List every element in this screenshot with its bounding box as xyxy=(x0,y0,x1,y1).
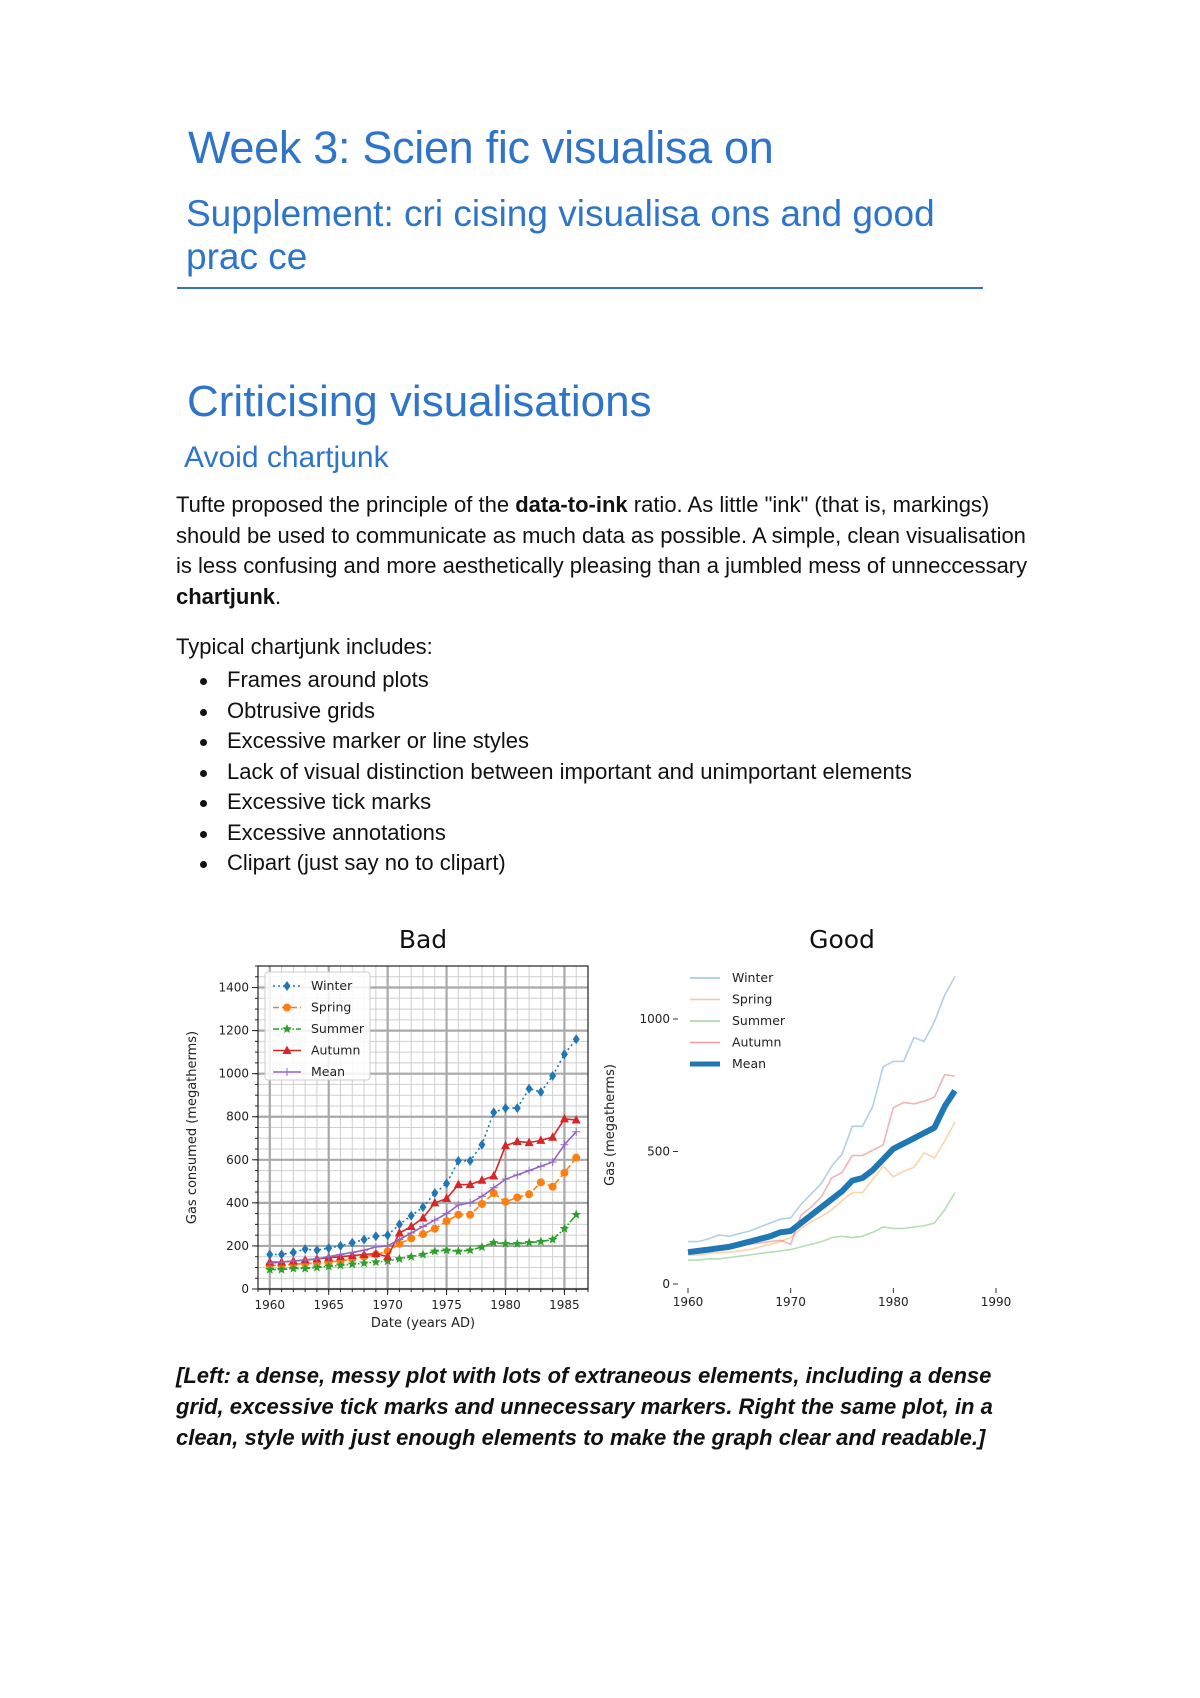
y-tick-label: 0 xyxy=(662,1277,670,1291)
series-line-mean xyxy=(688,1091,955,1253)
subsection-heading: Avoid chartjunk xyxy=(184,441,389,474)
list-item xyxy=(200,818,920,849)
chart-title: Bad xyxy=(398,925,448,954)
x-tick-label: 1980 xyxy=(878,1295,909,1309)
legend-label: Winter xyxy=(732,970,774,985)
x-tick-label: 1980 xyxy=(490,1298,521,1312)
bullet-icon xyxy=(200,831,207,838)
x-tick-label: 1970 xyxy=(372,1298,403,1312)
x-tick-label: 1970 xyxy=(775,1295,806,1309)
bullet-icon xyxy=(200,770,207,777)
bullet-icon xyxy=(200,739,207,746)
y-axis-label: Gas consumed (megatherms) xyxy=(185,1030,200,1225)
data-point-spring xyxy=(560,1169,568,1177)
y-tick-label: 500 xyxy=(647,1144,670,1159)
document-subtitle: Supplement: cri cising visualisa ons and good prac ce xyxy=(186,193,935,277)
list-item-text: Excessive tick marks xyxy=(227,789,432,814)
legend-label: Spring xyxy=(311,999,352,1015)
bullet-icon xyxy=(200,678,207,685)
paragraph-bold-data-to-ink: data-to-ink xyxy=(515,492,628,517)
data-point-spring xyxy=(549,1183,557,1191)
legend-label: Mean xyxy=(311,1064,346,1079)
y-tick-label: 0 xyxy=(241,1282,249,1296)
legend-label: Mean xyxy=(732,1056,767,1071)
list-item-text: Lack of visual distinction between important and unimportant elements xyxy=(227,758,912,784)
figure-caption: [Left: a dense, messy plot with lots of extraneous elements, including a dense grid, excessive tick marks and unnecessary markers. Right the same plot, in a clean, style with just enough elements to make the graph clear and readable.] xyxy=(176,1363,993,1450)
bullet-icon xyxy=(200,861,207,868)
legend-label: Autumn xyxy=(311,1042,361,1058)
y-axis-label: Gas (megatherms) xyxy=(603,1064,618,1186)
legend-label: Summer xyxy=(732,1013,786,1028)
bullet-icon xyxy=(200,800,207,807)
list-item xyxy=(200,848,920,879)
data-point-spring xyxy=(537,1178,545,1186)
data-point-spring xyxy=(431,1225,439,1233)
title-underline xyxy=(177,287,983,289)
legend-label: Winter xyxy=(311,978,353,993)
list-item xyxy=(200,726,920,757)
data-point-spring xyxy=(572,1154,580,1162)
x-tick-label: 1965 xyxy=(313,1298,344,1312)
paragraph-bold-chartjunk: chartjunk xyxy=(176,583,276,609)
data-point-spring xyxy=(525,1190,533,1198)
paragraph-text-1: Tufte proposed the principle of the xyxy=(176,492,516,517)
list-item-text: Obtrusive grids xyxy=(227,697,375,723)
data-point-spring xyxy=(454,1211,462,1219)
x-tick-label: 1975 xyxy=(431,1298,462,1312)
y-tick-label: 1000 xyxy=(218,1066,249,1081)
data-point-spring xyxy=(502,1198,510,1206)
list-item xyxy=(200,787,920,818)
chartjunk-list xyxy=(200,665,920,879)
list-item xyxy=(200,696,920,727)
body-paragraph xyxy=(176,490,1036,612)
x-tick-label: 1985 xyxy=(549,1298,580,1312)
bullet-icon xyxy=(200,709,207,716)
y-tick-label: 200 xyxy=(226,1238,249,1253)
y-tick-label: 600 xyxy=(226,1152,249,1167)
y-tick-label: 400 xyxy=(226,1195,249,1210)
paragraph-text-2: ratio. As little "ink" (that is, markings) should be used to communicate as much data as possible. A simple, clean visualisation is less confusing and more aesthetically pleasing than a jumbled mess of unneccessary xyxy=(176,492,1028,578)
paragraph-text-3: . xyxy=(275,583,282,609)
x-tick-label: 1960 xyxy=(254,1298,286,1312)
list-item-text: Frames around plots xyxy=(227,667,429,692)
data-point-spring xyxy=(513,1193,521,1201)
data-point-spring xyxy=(419,1230,427,1238)
legend-marker-icon xyxy=(283,1004,291,1012)
list-item-text: Excessive marker or line styles xyxy=(227,728,529,753)
list-item-text: Excessive annotations xyxy=(227,819,446,845)
legend-label: Spring xyxy=(732,991,773,1007)
document-title: Week 3: Scien fic visualisa on xyxy=(188,122,774,173)
y-tick-label: 800 xyxy=(226,1109,249,1124)
chart-title: Good xyxy=(809,925,875,954)
list-item xyxy=(200,665,920,696)
legend-label: Summer xyxy=(311,1021,365,1036)
y-tick-label: 1200 xyxy=(218,1023,249,1038)
y-tick-label: 1000 xyxy=(639,1012,670,1026)
legend-label: Autumn xyxy=(732,1034,782,1050)
x-tick-label: 1960 xyxy=(672,1295,704,1309)
series-line-autumn xyxy=(688,1075,955,1251)
list-item-text: Clipart (just say no to clipart) xyxy=(227,850,506,875)
data-point-spring xyxy=(443,1217,451,1225)
x-tick-label: 1990 xyxy=(980,1295,1012,1309)
x-axis-label: Date (years AD) xyxy=(370,1316,476,1331)
series-line-spring xyxy=(688,1122,955,1255)
series-line-winter xyxy=(688,977,955,1242)
list-intro: Typical chartjunk includes: xyxy=(176,634,433,659)
data-point-spring xyxy=(466,1211,474,1219)
section-heading: Criticising visualisations xyxy=(187,377,652,426)
y-tick-label: 1400 xyxy=(218,980,249,995)
data-point-spring xyxy=(478,1200,486,1208)
list-item xyxy=(200,757,920,788)
good-chart xyxy=(600,922,1030,1342)
bad-chart xyxy=(176,922,596,1342)
